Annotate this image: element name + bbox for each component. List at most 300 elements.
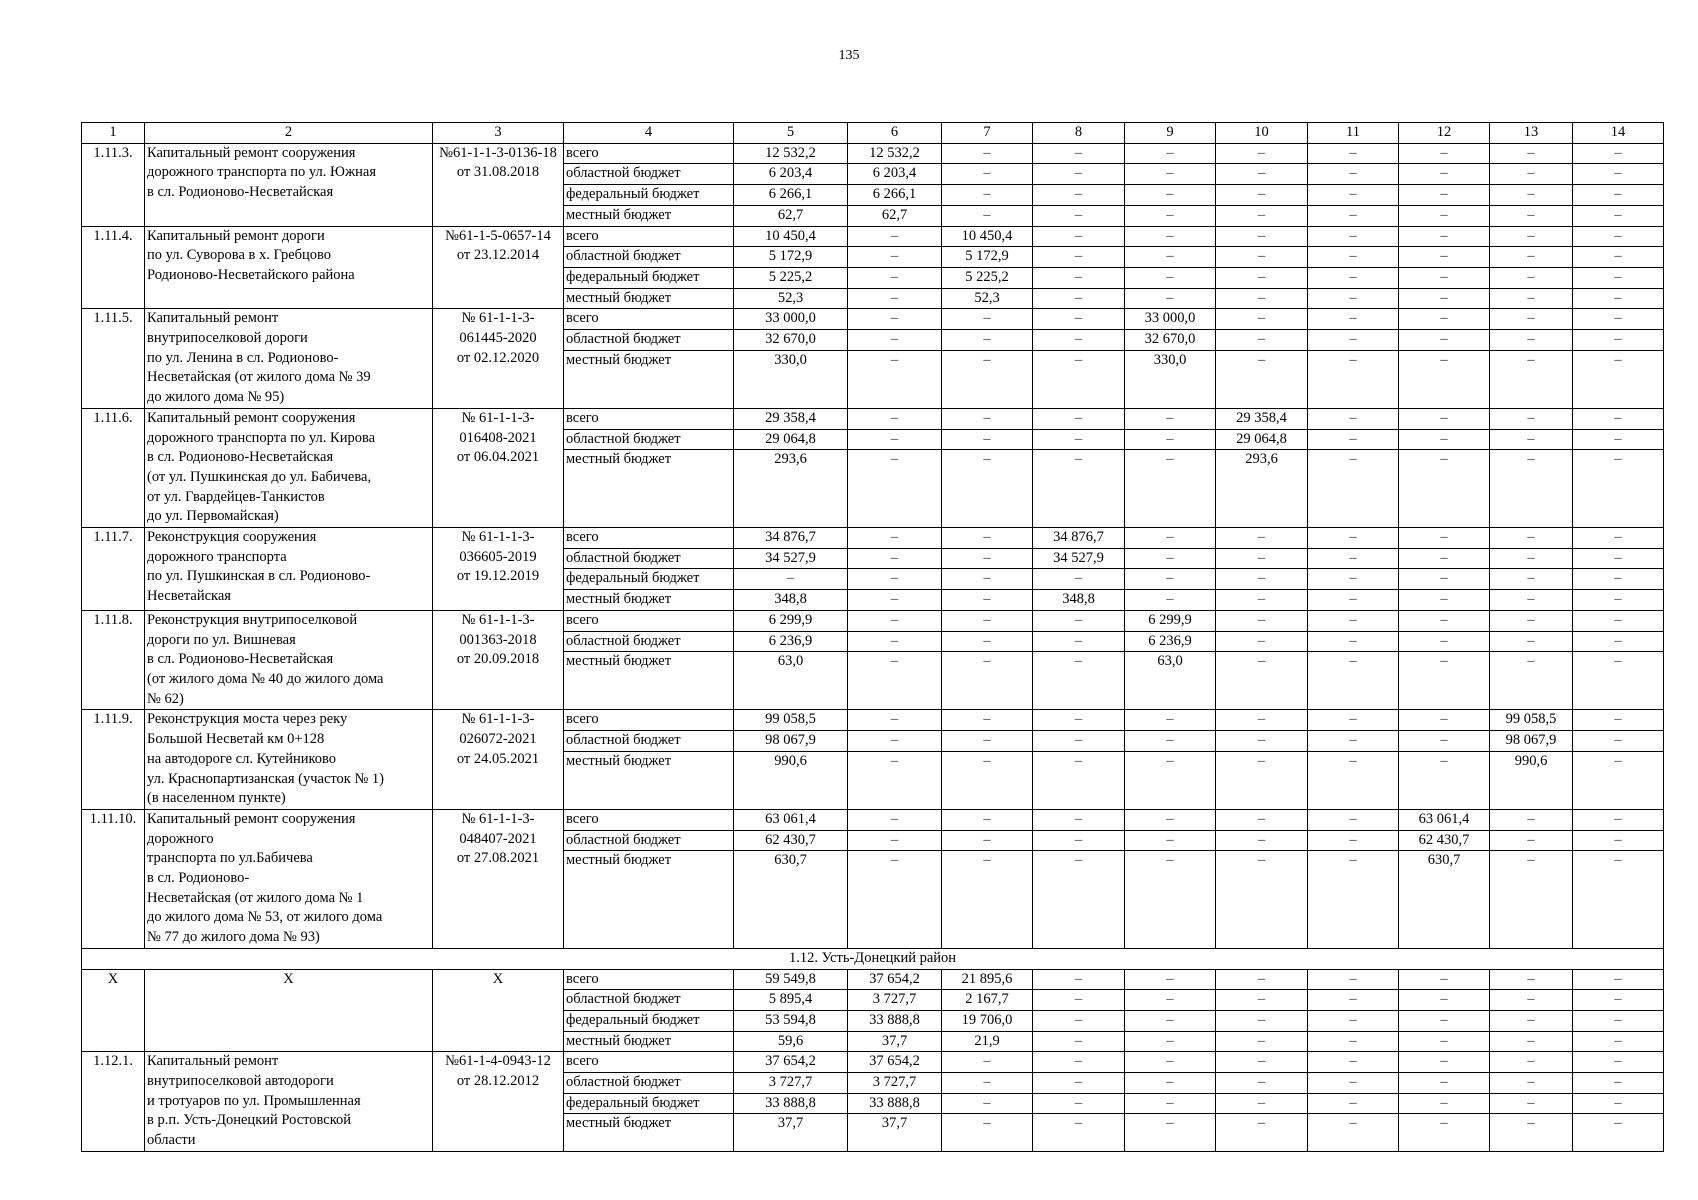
value-cell: – xyxy=(1308,969,1399,990)
value-cell: – xyxy=(1490,1073,1573,1094)
value-cell: – xyxy=(1216,731,1308,752)
value-cell: – xyxy=(848,309,942,330)
value-cell: – xyxy=(1216,309,1308,330)
value-cell: – xyxy=(1573,309,1664,330)
value-cell: – xyxy=(1125,247,1216,268)
value-cell: – xyxy=(848,731,942,752)
value-cell: 32 670,0 xyxy=(1125,330,1216,351)
value-cell: 330,0 xyxy=(734,350,848,408)
value-cell: – xyxy=(848,330,942,351)
value-cell: – xyxy=(1399,1114,1490,1151)
item-document: №61-1-4-0943-12 от 28.12.2012 xyxy=(433,1052,564,1152)
value-cell: – xyxy=(1125,528,1216,549)
value-cell: – xyxy=(1399,548,1490,569)
funding-source: областной бюджет xyxy=(564,731,734,752)
value-cell: – xyxy=(1033,1052,1125,1073)
value-cell: – xyxy=(1216,851,1308,949)
value-cell: – xyxy=(1490,809,1573,830)
value-cell: – xyxy=(1308,288,1399,309)
value-cell: – xyxy=(1216,185,1308,206)
item-number: 1.11.9. xyxy=(82,710,145,810)
value-cell: – xyxy=(1490,1093,1573,1114)
value-cell: – xyxy=(1573,1031,1664,1052)
value-cell: – xyxy=(1490,1010,1573,1031)
value-cell: – xyxy=(1125,143,1216,164)
value-cell: – xyxy=(1490,164,1573,185)
value-cell: 990,6 xyxy=(1490,751,1573,809)
value-cell: – xyxy=(1490,851,1573,949)
value-cell: – xyxy=(1573,185,1664,206)
value-cell: – xyxy=(1308,164,1399,185)
value-cell: – xyxy=(848,226,942,247)
value-cell: 33 888,8 xyxy=(848,1093,942,1114)
value-cell: – xyxy=(1490,226,1573,247)
value-cell: 3 727,7 xyxy=(734,1073,848,1094)
funding-source: всего xyxy=(564,408,734,429)
item-name: Капитальный ремонт внутрипоселковой дороги по ул. Ленина в сл. Родионово- Несветайская (от жилого дома № 39 до жилого дома № 95) xyxy=(145,309,433,409)
value-cell: – xyxy=(1308,569,1399,590)
value-cell: – xyxy=(1490,330,1573,351)
item-number: 1.11.5. xyxy=(82,309,145,409)
value-cell: – xyxy=(1308,350,1399,408)
value-cell: – xyxy=(1216,1073,1308,1094)
value-cell: 63 061,4 xyxy=(1399,809,1490,830)
value-cell: – xyxy=(1033,851,1125,949)
value-cell: – xyxy=(848,610,942,631)
value-cell: – xyxy=(1308,1010,1399,1031)
value-cell: – xyxy=(1573,590,1664,611)
value-cell: – xyxy=(1125,1114,1216,1151)
value-cell: – xyxy=(1033,205,1125,226)
value-cell: – xyxy=(1573,569,1664,590)
value-cell: – xyxy=(1216,548,1308,569)
value-cell: – xyxy=(1125,969,1216,990)
value-cell: – xyxy=(942,185,1033,206)
value-cell: 29 064,8 xyxy=(1216,429,1308,450)
value-cell: – xyxy=(942,731,1033,752)
value-cell: – xyxy=(1216,143,1308,164)
value-cell: – xyxy=(1216,330,1308,351)
header-cell: 3 xyxy=(433,123,564,144)
funding-source: областной бюджет xyxy=(564,990,734,1011)
value-cell: – xyxy=(1490,1031,1573,1052)
value-cell: 33 888,8 xyxy=(734,1093,848,1114)
value-cell: – xyxy=(1125,185,1216,206)
item-name: Капитальный ремонт дороги по ул. Суворова в х. Гребцово Родионово-Несветайского района xyxy=(145,226,433,309)
value-cell: – xyxy=(1573,288,1664,309)
funding-source: местный бюджет xyxy=(564,590,734,611)
value-cell: – xyxy=(1573,610,1664,631)
value-cell: – xyxy=(1125,830,1216,851)
value-cell: – xyxy=(1033,830,1125,851)
value-cell: – xyxy=(1216,590,1308,611)
value-cell: – xyxy=(942,143,1033,164)
value-cell: – xyxy=(1216,1031,1308,1052)
funding-source: всего xyxy=(564,1052,734,1073)
value-cell: – xyxy=(942,205,1033,226)
value-cell: 59 549,8 xyxy=(734,969,848,990)
value-cell: – xyxy=(1573,830,1664,851)
value-cell: – xyxy=(1308,1031,1399,1052)
funding-source: федеральный бюджет xyxy=(564,267,734,288)
funding-source: местный бюджет xyxy=(564,205,734,226)
value-cell: 630,7 xyxy=(1399,851,1490,949)
value-cell: 29 358,4 xyxy=(1216,408,1308,429)
value-cell: – xyxy=(942,610,1033,631)
header-cell: 5 xyxy=(734,123,848,144)
value-cell: – xyxy=(1490,1114,1573,1151)
value-cell: – xyxy=(942,751,1033,809)
funding-source: областной бюджет xyxy=(564,830,734,851)
value-cell: – xyxy=(1399,1010,1490,1031)
value-cell: – xyxy=(942,164,1033,185)
value-cell: – xyxy=(1125,1010,1216,1031)
value-cell: – xyxy=(1399,751,1490,809)
value-cell: – xyxy=(1573,1073,1664,1094)
value-cell: 6 236,9 xyxy=(1125,631,1216,652)
value-cell: – xyxy=(1399,569,1490,590)
value-cell: – xyxy=(1125,408,1216,429)
section-row xyxy=(82,948,1664,969)
value-cell: – xyxy=(1308,1114,1399,1151)
value-cell: 5 172,9 xyxy=(734,247,848,268)
value-cell: – xyxy=(1573,990,1664,1011)
value-cell: 6 266,1 xyxy=(734,185,848,206)
value-cell: – xyxy=(1308,731,1399,752)
value-cell: 630,7 xyxy=(734,851,848,949)
value-cell: – xyxy=(942,569,1033,590)
value-cell: 52,3 xyxy=(942,288,1033,309)
value-cell: – xyxy=(1216,610,1308,631)
value-cell: 62 430,7 xyxy=(1399,830,1490,851)
value-cell: 12 532,2 xyxy=(734,143,848,164)
value-cell: 19 706,0 xyxy=(942,1010,1033,1031)
value-cell: – xyxy=(1033,429,1125,450)
item-number: 1.11.10. xyxy=(82,809,145,948)
value-cell: 6 299,9 xyxy=(1125,610,1216,631)
value-cell: 2 167,7 xyxy=(942,990,1033,1011)
value-cell: 348,8 xyxy=(734,590,848,611)
value-cell: – xyxy=(848,408,942,429)
value-cell: – xyxy=(1125,569,1216,590)
item-document: № 61-1-1-3- 061445-2020 от 02.12.2020 xyxy=(433,309,564,409)
funding-source: местный бюджет xyxy=(564,450,734,528)
value-cell: – xyxy=(848,851,942,949)
value-cell: – xyxy=(848,710,942,731)
value-cell: – xyxy=(1573,969,1664,990)
item-document: № 61-1-1-3- 026072-2021 от 24.05.2021 xyxy=(433,710,564,810)
header-row xyxy=(82,123,1664,144)
value-cell: – xyxy=(1033,226,1125,247)
value-cell: – xyxy=(1216,990,1308,1011)
header-cell: 12 xyxy=(1399,123,1490,144)
value-cell: – xyxy=(1033,631,1125,652)
value-cell: 5 225,2 xyxy=(734,267,848,288)
value-cell: – xyxy=(1216,350,1308,408)
funding-source: областной бюджет xyxy=(564,1073,734,1094)
value-cell: – xyxy=(1399,1031,1490,1052)
value-cell: 29 358,4 xyxy=(734,408,848,429)
value-cell: – xyxy=(1308,710,1399,731)
value-cell: – xyxy=(1033,1114,1125,1151)
value-cell: – xyxy=(1308,652,1399,710)
value-cell: – xyxy=(1573,851,1664,949)
value-cell: – xyxy=(1573,205,1664,226)
value-cell: – xyxy=(1399,652,1490,710)
value-cell: 37,7 xyxy=(848,1114,942,1151)
value-cell: – xyxy=(1490,205,1573,226)
value-cell: – xyxy=(848,450,942,528)
value-cell: – xyxy=(1125,1093,1216,1114)
value-cell: 63 061,4 xyxy=(734,809,848,830)
item-number: 1.11.6. xyxy=(82,408,145,527)
value-cell: – xyxy=(1125,1073,1216,1094)
value-cell: 99 058,5 xyxy=(734,710,848,731)
funding-source: всего xyxy=(564,809,734,830)
value-cell: – xyxy=(1125,809,1216,830)
item-number: 1.11.4. xyxy=(82,226,145,309)
value-cell: – xyxy=(1216,164,1308,185)
funding-source: всего xyxy=(564,610,734,631)
funding-source: местный бюджет xyxy=(564,851,734,949)
value-cell: – xyxy=(1490,830,1573,851)
value-cell: – xyxy=(1490,185,1573,206)
value-cell: – xyxy=(1308,205,1399,226)
value-cell: 37,7 xyxy=(734,1114,848,1151)
value-cell: – xyxy=(1033,267,1125,288)
funding-source: всего xyxy=(564,226,734,247)
funding-source: областной бюджет xyxy=(564,330,734,351)
value-cell: 33 000,0 xyxy=(1125,309,1216,330)
value-cell: – xyxy=(1399,350,1490,408)
funding-source: федеральный бюджет xyxy=(564,1093,734,1114)
value-cell: – xyxy=(1033,288,1125,309)
value-cell: – xyxy=(848,247,942,268)
value-cell: – xyxy=(1216,569,1308,590)
value-cell: 63,0 xyxy=(1125,652,1216,710)
funding-source: всего xyxy=(564,969,734,990)
table-row xyxy=(82,143,1664,164)
value-cell: – xyxy=(1033,1031,1125,1052)
table-row xyxy=(82,309,1664,330)
value-cell: – xyxy=(1216,969,1308,990)
value-cell: – xyxy=(848,652,942,710)
value-cell: – xyxy=(1308,1073,1399,1094)
value-cell: – xyxy=(1573,267,1664,288)
header-cell: 6 xyxy=(848,123,942,144)
item-document: №61-1-1-3-0136-18 от 31.08.2018 xyxy=(433,143,564,226)
funding-source: всего xyxy=(564,143,734,164)
value-cell: – xyxy=(1308,590,1399,611)
value-cell: – xyxy=(1125,990,1216,1011)
value-cell: 34 527,9 xyxy=(734,548,848,569)
funding-source: областной бюджет xyxy=(564,164,734,185)
value-cell: – xyxy=(1033,330,1125,351)
item-name: Капитальный ремонт внутрипоселковой автодороги и тротуаров по ул. Промышленная в р.п. Усть-Донецкий Ростовской области xyxy=(145,1052,433,1152)
item-number: Х xyxy=(82,969,145,1052)
value-cell: – xyxy=(942,1114,1033,1151)
value-cell: – xyxy=(1573,226,1664,247)
value-cell: – xyxy=(1490,350,1573,408)
value-cell: – xyxy=(942,631,1033,652)
header-cell: 13 xyxy=(1490,123,1573,144)
value-cell: – xyxy=(848,751,942,809)
value-cell: – xyxy=(1125,1031,1216,1052)
value-cell: – xyxy=(848,548,942,569)
item-name: Реконструкция моста через реку Большой Несветай км 0+128 на автодороге сл. Кутейниково ул. Краснопартизанская (участок № 1) (в населенном пункте) xyxy=(145,710,433,810)
value-cell: – xyxy=(1308,1093,1399,1114)
item-document: № 61-1-1-3- 036605-2019 от 19.12.2019 xyxy=(433,528,564,611)
value-cell: – xyxy=(1573,330,1664,351)
value-cell: – xyxy=(1573,751,1664,809)
value-cell: – xyxy=(1490,969,1573,990)
value-cell: – xyxy=(1490,652,1573,710)
value-cell: – xyxy=(1573,429,1664,450)
value-cell: – xyxy=(1399,731,1490,752)
value-cell: – xyxy=(1399,226,1490,247)
value-cell: – xyxy=(1308,610,1399,631)
value-cell: – xyxy=(1399,1073,1490,1094)
value-cell: – xyxy=(1308,809,1399,830)
value-cell: – xyxy=(1033,809,1125,830)
table-row xyxy=(82,969,1664,990)
value-cell: – xyxy=(1490,408,1573,429)
value-cell: – xyxy=(1033,309,1125,330)
value-cell: – xyxy=(1399,990,1490,1011)
value-cell: – xyxy=(848,590,942,611)
value-cell: – xyxy=(1399,164,1490,185)
value-cell: – xyxy=(1308,528,1399,549)
value-cell: 6 203,4 xyxy=(734,164,848,185)
value-cell: 98 067,9 xyxy=(734,731,848,752)
value-cell: 6 266,1 xyxy=(848,185,942,206)
value-cell: – xyxy=(1573,1010,1664,1031)
value-cell: – xyxy=(1216,226,1308,247)
value-cell: 6 299,9 xyxy=(734,610,848,631)
value-cell: – xyxy=(942,528,1033,549)
value-cell: – xyxy=(1573,408,1664,429)
header-cell: 14 xyxy=(1573,123,1664,144)
value-cell: – xyxy=(1216,528,1308,549)
value-cell: – xyxy=(1033,610,1125,631)
value-cell: – xyxy=(1033,1010,1125,1031)
value-cell: 990,6 xyxy=(734,751,848,809)
value-cell: – xyxy=(1216,652,1308,710)
value-cell: – xyxy=(1033,1093,1125,1114)
value-cell: – xyxy=(1033,143,1125,164)
value-cell: – xyxy=(1573,652,1664,710)
value-cell: – xyxy=(1399,185,1490,206)
value-cell: – xyxy=(942,309,1033,330)
value-cell: – xyxy=(1573,1052,1664,1073)
value-cell: 5 172,9 xyxy=(942,247,1033,268)
table-row xyxy=(82,226,1664,247)
value-cell: – xyxy=(1033,969,1125,990)
value-cell: – xyxy=(1573,548,1664,569)
item-name: Реконструкция внутрипоселковой дороги по ул. Вишневая в сл. Родионово-Несветайская (от жилого дома № 40 до жилого дома № 62) xyxy=(145,610,433,710)
value-cell: 330,0 xyxy=(1125,350,1216,408)
value-cell: – xyxy=(1490,429,1573,450)
value-cell: – xyxy=(942,548,1033,569)
value-cell: 33 000,0 xyxy=(734,309,848,330)
value-cell: – xyxy=(848,631,942,652)
value-cell: – xyxy=(942,1093,1033,1114)
value-cell: – xyxy=(848,288,942,309)
value-cell: – xyxy=(1399,1093,1490,1114)
funding-source: федеральный бюджет xyxy=(564,1010,734,1031)
item-name: Капитальный ремонт сооружения дорожного транспорта по ул.Бабичева в сл. Родионово- Несветайская (от жилого дома № 1 до жилого дома № 53, от жилого дома № 77 до жилого дома № 93) xyxy=(145,809,433,948)
header-cell: 1 xyxy=(82,123,145,144)
header-cell: 2 xyxy=(145,123,433,144)
value-cell: – xyxy=(1308,990,1399,1011)
value-cell: – xyxy=(848,830,942,851)
value-cell: – xyxy=(1216,830,1308,851)
item-document: № 61-1-1-3- 048407-2021 от 27.08.2021 xyxy=(433,809,564,948)
value-cell: – xyxy=(1490,247,1573,268)
value-cell: – xyxy=(942,710,1033,731)
value-cell: 98 067,9 xyxy=(1490,731,1573,752)
value-cell: – xyxy=(1399,408,1490,429)
item-number: 1.11.8. xyxy=(82,610,145,710)
value-cell: – xyxy=(942,330,1033,351)
value-cell: 6 236,9 xyxy=(734,631,848,652)
value-cell: – xyxy=(848,809,942,830)
value-cell: – xyxy=(1216,267,1308,288)
value-cell: – xyxy=(1033,247,1125,268)
value-cell: – xyxy=(1216,710,1308,731)
value-cell: 34 876,7 xyxy=(734,528,848,549)
funding-source: федеральный бюджет xyxy=(564,185,734,206)
value-cell: – xyxy=(942,1052,1033,1073)
value-cell: – xyxy=(1125,226,1216,247)
value-cell: – xyxy=(848,350,942,408)
value-cell: 63,0 xyxy=(734,652,848,710)
value-cell: – xyxy=(1308,548,1399,569)
value-cell: 37 654,2 xyxy=(734,1052,848,1073)
item-number: 1.12.1. xyxy=(82,1052,145,1152)
item-number: 1.11.3. xyxy=(82,143,145,226)
value-cell: – xyxy=(1125,590,1216,611)
header-cell: 7 xyxy=(942,123,1033,144)
value-cell: – xyxy=(1573,631,1664,652)
funding-source: областной бюджет xyxy=(564,548,734,569)
value-cell: – xyxy=(1216,1052,1308,1073)
value-cell: – xyxy=(942,429,1033,450)
value-cell: – xyxy=(1216,809,1308,830)
funding-source: федеральный бюджет xyxy=(564,569,734,590)
value-cell: – xyxy=(1033,710,1125,731)
value-cell: – xyxy=(1216,1114,1308,1151)
table-row xyxy=(82,809,1664,830)
value-cell: – xyxy=(1399,309,1490,330)
value-cell: 293,6 xyxy=(734,450,848,528)
funding-source: всего xyxy=(564,309,734,330)
value-cell: – xyxy=(1399,590,1490,611)
value-cell: – xyxy=(1573,809,1664,830)
value-cell: – xyxy=(942,408,1033,429)
value-cell: – xyxy=(942,851,1033,949)
item-name: Капитальный ремонт сооружения дорожного транспорта по ул. Южная в сл. Родионово-Несветайская xyxy=(145,143,433,226)
value-cell: – xyxy=(1033,185,1125,206)
value-cell: 33 888,8 xyxy=(848,1010,942,1031)
funding-source: областной бюджет xyxy=(564,429,734,450)
value-cell: – xyxy=(1399,205,1490,226)
value-cell: – xyxy=(1399,330,1490,351)
value-cell: 6 203,4 xyxy=(848,164,942,185)
value-cell: – xyxy=(848,429,942,450)
value-cell: – xyxy=(1399,1052,1490,1073)
value-cell: – xyxy=(1033,569,1125,590)
